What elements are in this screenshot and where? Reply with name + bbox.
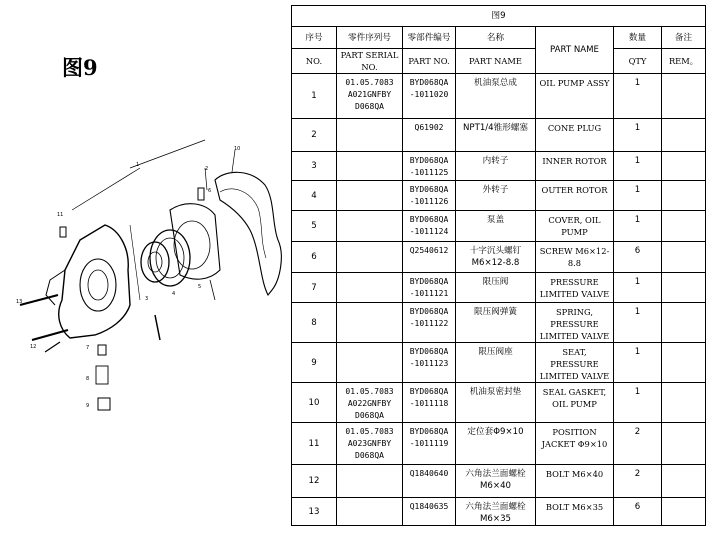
cell-name-cn: NPT1/4锥形螺塞 (456, 119, 536, 152)
table-row (292, 181, 706, 211)
cell-part-no: Q2540612 (403, 242, 456, 273)
svg-text:2: 2 (205, 166, 209, 172)
cell-no: 6 (292, 242, 337, 273)
cell-name-cn: 泵盖 (456, 211, 536, 242)
cell-name-en: POSITION JACKET Φ9×10 (536, 423, 614, 465)
cell-serial (337, 303, 403, 343)
cell-rem (662, 181, 706, 211)
cell-name-en: OUTER ROTOR (536, 181, 614, 211)
cell-qty: 1 (614, 181, 662, 211)
cell-name-cn: 限压阀 (456, 273, 536, 303)
cell-rem (662, 498, 706, 526)
cell-qty: 1 (614, 74, 662, 119)
header-partno-en: PART NO. (403, 49, 456, 74)
table-row (292, 119, 706, 152)
cell-rem (662, 343, 706, 383)
header-name-cn: 名称 (456, 27, 536, 49)
svg-text:1: 1 (136, 162, 140, 168)
cell-part-no: Q1840635 (403, 498, 456, 526)
cell-name-cn: 定位套Φ9×10 (456, 423, 536, 465)
header-partname: PART NAME (536, 27, 614, 74)
table-title: 图9 (292, 6, 706, 27)
cell-rem (662, 74, 706, 119)
header-rem-en: REM。 (662, 49, 706, 74)
cell-qty: 1 (614, 273, 662, 303)
cell-name-en: PRESSURE LIMITED VALVE (536, 273, 614, 303)
svg-text:6: 6 (208, 188, 212, 194)
cell-name-en: BOLT M6×35 (536, 498, 614, 526)
cell-rem (662, 211, 706, 242)
oil-pump-exploded-drawing (10, 130, 288, 420)
cell-part-no: Q1840640 (403, 465, 456, 498)
cell-rem (662, 273, 706, 303)
svg-text:9: 9 (86, 403, 90, 409)
cell-no: 11 (292, 423, 337, 465)
cell-rem (662, 242, 706, 273)
header-no-en: NO. (292, 49, 337, 74)
cell-qty: 2 (614, 423, 662, 465)
table-row (292, 303, 706, 343)
cell-serial (337, 152, 403, 181)
header-partno-cn: 零部件编号 (403, 27, 456, 49)
cell-no: 8 (292, 303, 337, 343)
cell-part-no: BYD068QA -1011123 (403, 343, 456, 383)
svg-text:13: 13 (16, 299, 23, 305)
cell-name-cn: 内转子 (456, 152, 536, 181)
cell-name-cn: 机油泵总成 (456, 74, 536, 119)
svg-text:4: 4 (172, 291, 176, 297)
cell-part-no: BYD068QA -1011122 (403, 303, 456, 343)
cell-no: 2 (292, 119, 337, 152)
cell-serial (337, 211, 403, 242)
cell-serial (337, 119, 403, 152)
table-row (292, 273, 706, 303)
cell-qty: 6 (614, 242, 662, 273)
cell-name-cn: 限压阀座 (456, 343, 536, 383)
table-row (292, 498, 706, 526)
cell-serial: 01.05.7083 A023GNFBY D068QA (337, 423, 403, 465)
cell-qty: 1 (614, 303, 662, 343)
table-row (292, 152, 706, 181)
svg-text:11: 11 (57, 212, 64, 218)
table-row (292, 74, 706, 119)
cell-name-en: SPRING, PRESSURE LIMITED VALVE (536, 303, 614, 343)
cell-serial (337, 181, 403, 211)
cell-name-cn: 六角法兰面螺栓M6×40 (456, 465, 536, 498)
header-serial-en: PART SERIAL NO. (337, 49, 403, 74)
cell-part-no: BYD068QA -1011124 (403, 211, 456, 242)
table-row (292, 423, 706, 465)
svg-text:7: 7 (86, 345, 90, 351)
cell-part-no: BYD068QA -1011121 (403, 273, 456, 303)
cell-serial (337, 343, 403, 383)
cell-name-en: BOLT M6×40 (536, 465, 614, 498)
cell-part-no: BYD068QA -1011020 (403, 74, 456, 119)
table-row (292, 211, 706, 242)
header-serial-cn: 零件序列号 (337, 27, 403, 49)
cell-no: 3 (292, 152, 337, 181)
cell-serial: 01.05.7083 A022GNFBY D068QA (337, 383, 403, 423)
cell-qty: 1 (614, 152, 662, 181)
cell-no: 1 (292, 74, 337, 119)
cell-qty: 1 (614, 383, 662, 423)
table-row (292, 242, 706, 273)
svg-text:3: 3 (145, 296, 149, 302)
cell-qty: 1 (614, 211, 662, 242)
parts-table-body (292, 74, 706, 526)
cell-rem (662, 465, 706, 498)
cell-qty: 6 (614, 498, 662, 526)
cell-name-cn: 六角法兰面螺栓M6×35 (456, 498, 536, 526)
cell-rem (662, 152, 706, 181)
header-name-en: PART NAME (456, 49, 536, 74)
cell-part-no: BYD068QA -1011119 (403, 423, 456, 465)
cell-name-en: SCREW M6×12-8.8 (536, 242, 614, 273)
cell-no: 7 (292, 273, 337, 303)
cell-name-en: COVER, OIL PUMP (536, 211, 614, 242)
cell-name-en: SEAL GASKET, OIL PUMP (536, 383, 614, 423)
header-no-cn: 序号 (292, 27, 337, 49)
table-row (292, 465, 706, 498)
cell-name-en: OIL PUMP ASSY (536, 74, 614, 119)
cell-part-no: Q61902 (403, 119, 456, 152)
cell-no: 10 (292, 383, 337, 423)
svg-text:12: 12 (30, 344, 37, 350)
parts-table (291, 5, 706, 526)
cell-rem (662, 303, 706, 343)
cell-serial: 01.05.7083 A021GNFBY D068QA (337, 74, 403, 119)
cell-rem (662, 423, 706, 465)
header-rem-cn: 备注 (662, 27, 706, 49)
figure-label: 图9 (62, 55, 98, 80)
cell-no: 12 (292, 465, 337, 498)
cell-part-no: BYD068QA -1011126 (403, 181, 456, 211)
cell-no: 9 (292, 343, 337, 383)
cell-name-en: CONE PLUG (536, 119, 614, 152)
cell-name-cn: 机油泵密封垫 (456, 383, 536, 423)
cell-rem (662, 383, 706, 423)
cell-qty: 1 (614, 343, 662, 383)
cell-serial (337, 498, 403, 526)
svg-text:5: 5 (198, 284, 202, 290)
cell-no: 4 (292, 181, 337, 211)
cell-name-cn: 十字沉头螺钉M6×12-8.8 (456, 242, 536, 273)
cell-serial (337, 242, 403, 273)
cell-name-cn: 外转子 (456, 181, 536, 211)
cell-name-en: INNER ROTOR (536, 152, 614, 181)
svg-text:10: 10 (234, 146, 241, 152)
header-qty-cn: 数量 (614, 27, 662, 49)
svg-text:8: 8 (86, 376, 90, 382)
cell-rem (662, 119, 706, 152)
header-qty-en: QTY (614, 49, 662, 74)
cell-no: 13 (292, 498, 337, 526)
table-row (292, 343, 706, 383)
cell-part-no: BYD068QA -1011118 (403, 383, 456, 423)
cell-name-en: SEAT, PRESSURE LIMITED VALVE (536, 343, 614, 383)
cell-qty: 1 (614, 119, 662, 152)
cell-no: 5 (292, 211, 337, 242)
cell-qty: 2 (614, 465, 662, 498)
table-row (292, 383, 706, 423)
cell-serial (337, 465, 403, 498)
cell-name-cn: 限压阀弹簧 (456, 303, 536, 343)
cell-serial (337, 273, 403, 303)
cell-part-no: BYD068QA -1011125 (403, 152, 456, 181)
